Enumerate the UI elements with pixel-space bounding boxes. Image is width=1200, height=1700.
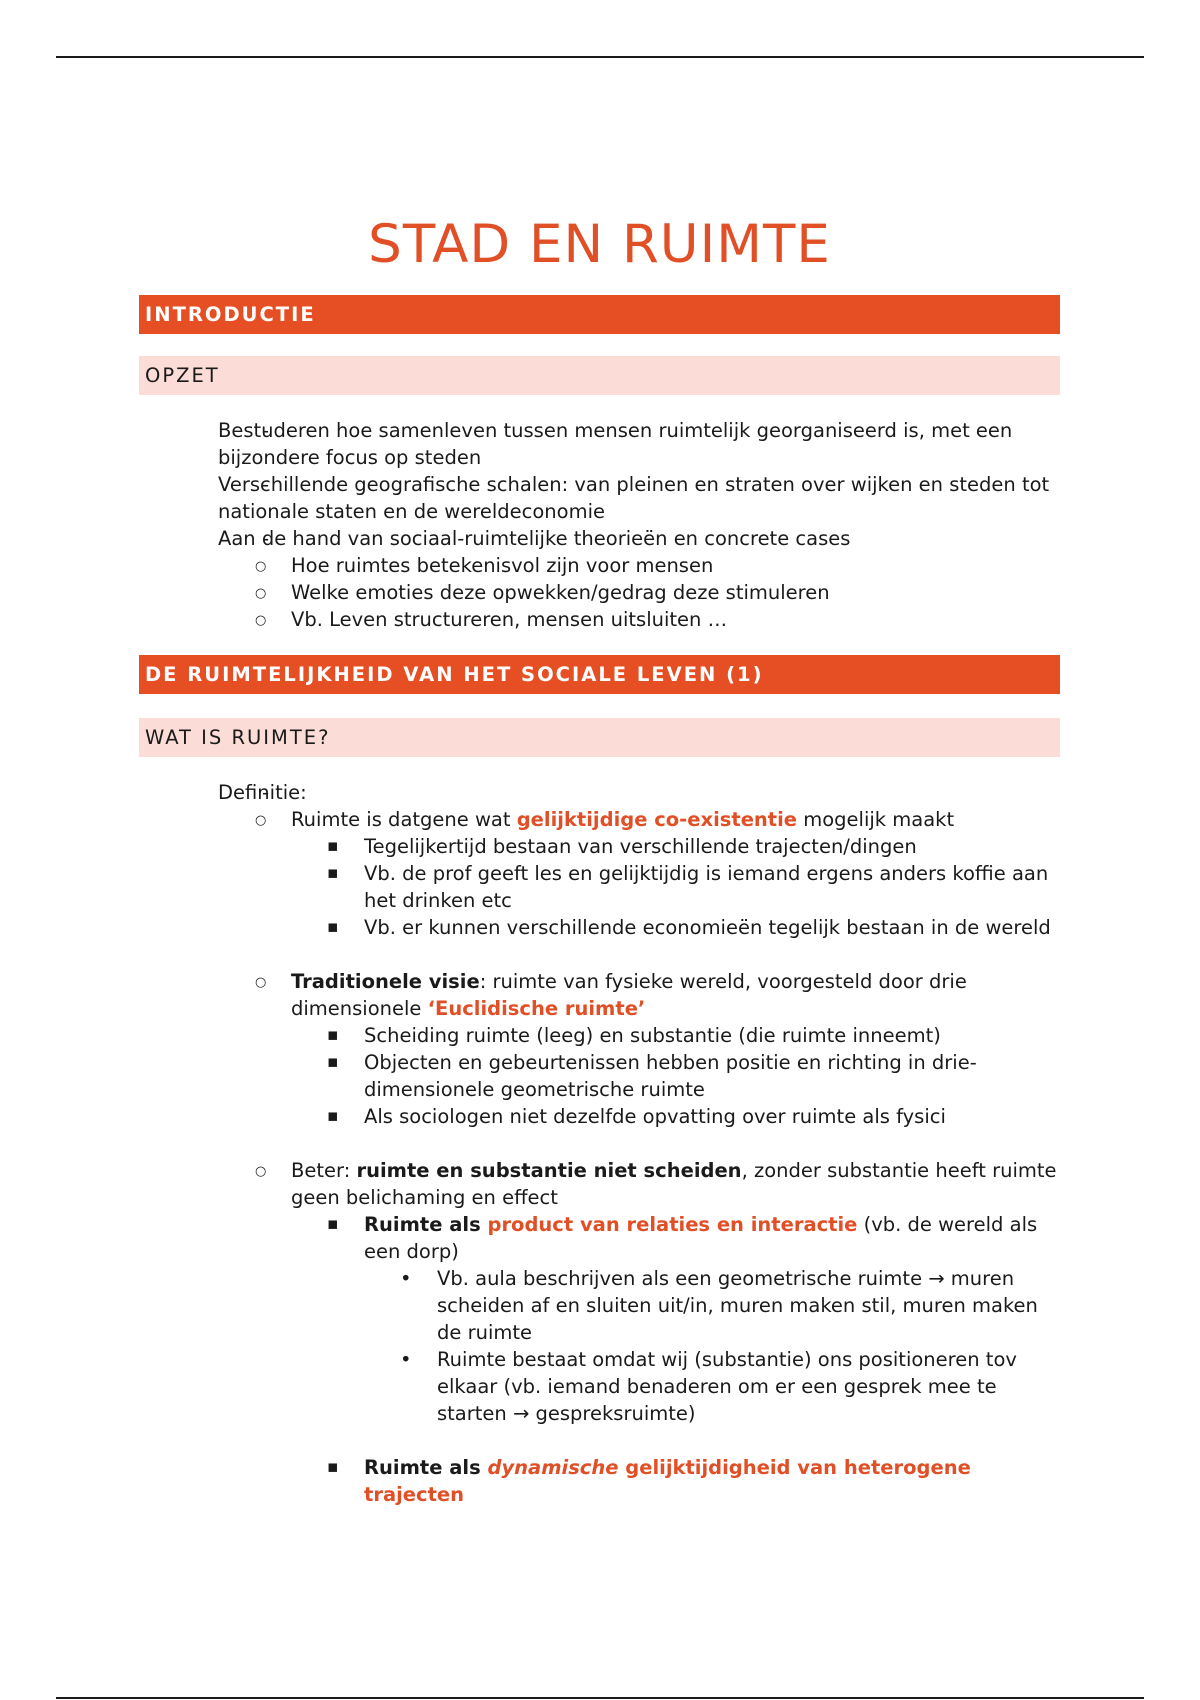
list-item	[291, 806, 1060, 968]
list-item	[291, 968, 1060, 1157]
text: , zonder substantie heeft ruimte geen belichaming en effect	[291, 1159, 1057, 1209]
section-heading-introductie: INTRODUCTIE	[139, 295, 1060, 334]
list-item: ▪ Vb. de prof geeft les en gelijktijdig is iemand ergens anders koffie aan het drinken etc	[364, 860, 1060, 914]
accent-text: ‘Euclidische ruimte’	[427, 997, 646, 1020]
list-item: ○ Vb. Leven structureren, mensen uitsluiten …	[291, 606, 1060, 633]
bottom-rule	[56, 1697, 1144, 1699]
opzet-sublist	[218, 552, 1060, 633]
item3-sublist	[291, 1211, 1060, 1508]
list-item: - Verschillende geografische schalen: van pleinen en straten over wijken en steden tot nationale staten en de wereldeconomie	[218, 471, 1060, 525]
list-item: ○ Hoe ruimtes betekenisvol zijn voor mensen	[291, 552, 1060, 579]
text: Ruimte is datgene wat	[291, 808, 517, 831]
list-item: ▪ Tegelijkertijd bestaan van verschillende trajecten/dingen	[364, 833, 1060, 860]
list-item	[218, 779, 1060, 1508]
list-item: ▪ Vb. er kunnen verschillende economieën tegelijk bestaan in de wereld	[364, 914, 1060, 941]
bold-text: ruimte en substantie niet scheiden	[356, 1159, 742, 1182]
document-title: STAD EN RUIMTE	[368, 214, 831, 275]
bold-text: Ruimte als	[364, 1213, 488, 1236]
sub1-sublist	[364, 1265, 1060, 1427]
accent-text: gelijktijdigheid van heterogene trajecten	[364, 1456, 971, 1506]
text: (vb. de wereld als een dorp)	[364, 1213, 1038, 1263]
list-item-text: Aan de hand van sociaal-ruimtelijke theorieën en concrete cases	[218, 527, 851, 550]
list-item: ○ Welke emoties deze opwekken/gedrag deze stimuleren	[291, 579, 1060, 606]
document-body	[139, 210, 1060, 1508]
list-item: • Ruimte bestaat omdat wij (substantie) ons positioneren tov elkaar (vb. iemand benaderen om er een gesprek mee te starten → gespreksruimte)	[437, 1346, 1060, 1427]
opzet-list	[139, 417, 1060, 633]
accent-text: gelijktijdige co-existentie	[516, 808, 798, 831]
list-item	[291, 1157, 1060, 1508]
list-item: ▪ Scheiding ruimte (leeg) en substantie (die ruimte inneemt)	[364, 1022, 1060, 1049]
definitie-sublist	[218, 806, 1060, 1508]
list-item	[364, 1211, 1060, 1454]
subheading-wat-is-ruimte: WAT IS RUIMTE?	[139, 718, 1060, 757]
definitie-list	[139, 779, 1060, 1508]
list-item	[218, 525, 1060, 633]
list-item: ▪ Als sociologen niet dezelfde opvatting over ruimte als fysici	[364, 1103, 1060, 1130]
top-rule	[56, 56, 1144, 58]
list-item: • Vb. aula beschrijven als een geometrische ruimte → muren scheiden af en sluiten uit/in, muren maken stil, muren maken de ruimte	[437, 1265, 1060, 1346]
list-item	[364, 1454, 1060, 1508]
text: Beter:	[291, 1159, 357, 1182]
bold-text: Ruimte als	[364, 1456, 488, 1479]
bold-text: Traditionele visie	[291, 970, 480, 993]
item2-sublist	[291, 1022, 1060, 1130]
text: : ruimte van fysieke wereld, voorgesteld door drie dimensionele	[291, 970, 967, 1020]
list-item: - Bestuderen hoe samenleven tussen mensen ruimtelijk georganiseerd is, met een bijzondere focus op steden	[218, 417, 1060, 471]
text: mogelijk maakt	[797, 808, 955, 831]
definitie-label: Definitie:	[218, 781, 307, 804]
subheading-opzet: OPZET	[139, 356, 1060, 395]
list-item: ▪ Objecten en gebeurtenissen hebben positie en richting in drie-dimensionele geometrische ruimte	[364, 1049, 1060, 1103]
item1-sublist	[291, 833, 1060, 941]
section-heading-ruimtelijkheid: DE RUIMTELIJKHEID VAN HET SOCIALE LEVEN (1)	[139, 655, 1060, 694]
accent-italic-text: dynamische	[487, 1456, 619, 1479]
accent-text: product van relaties en interactie	[487, 1213, 858, 1236]
